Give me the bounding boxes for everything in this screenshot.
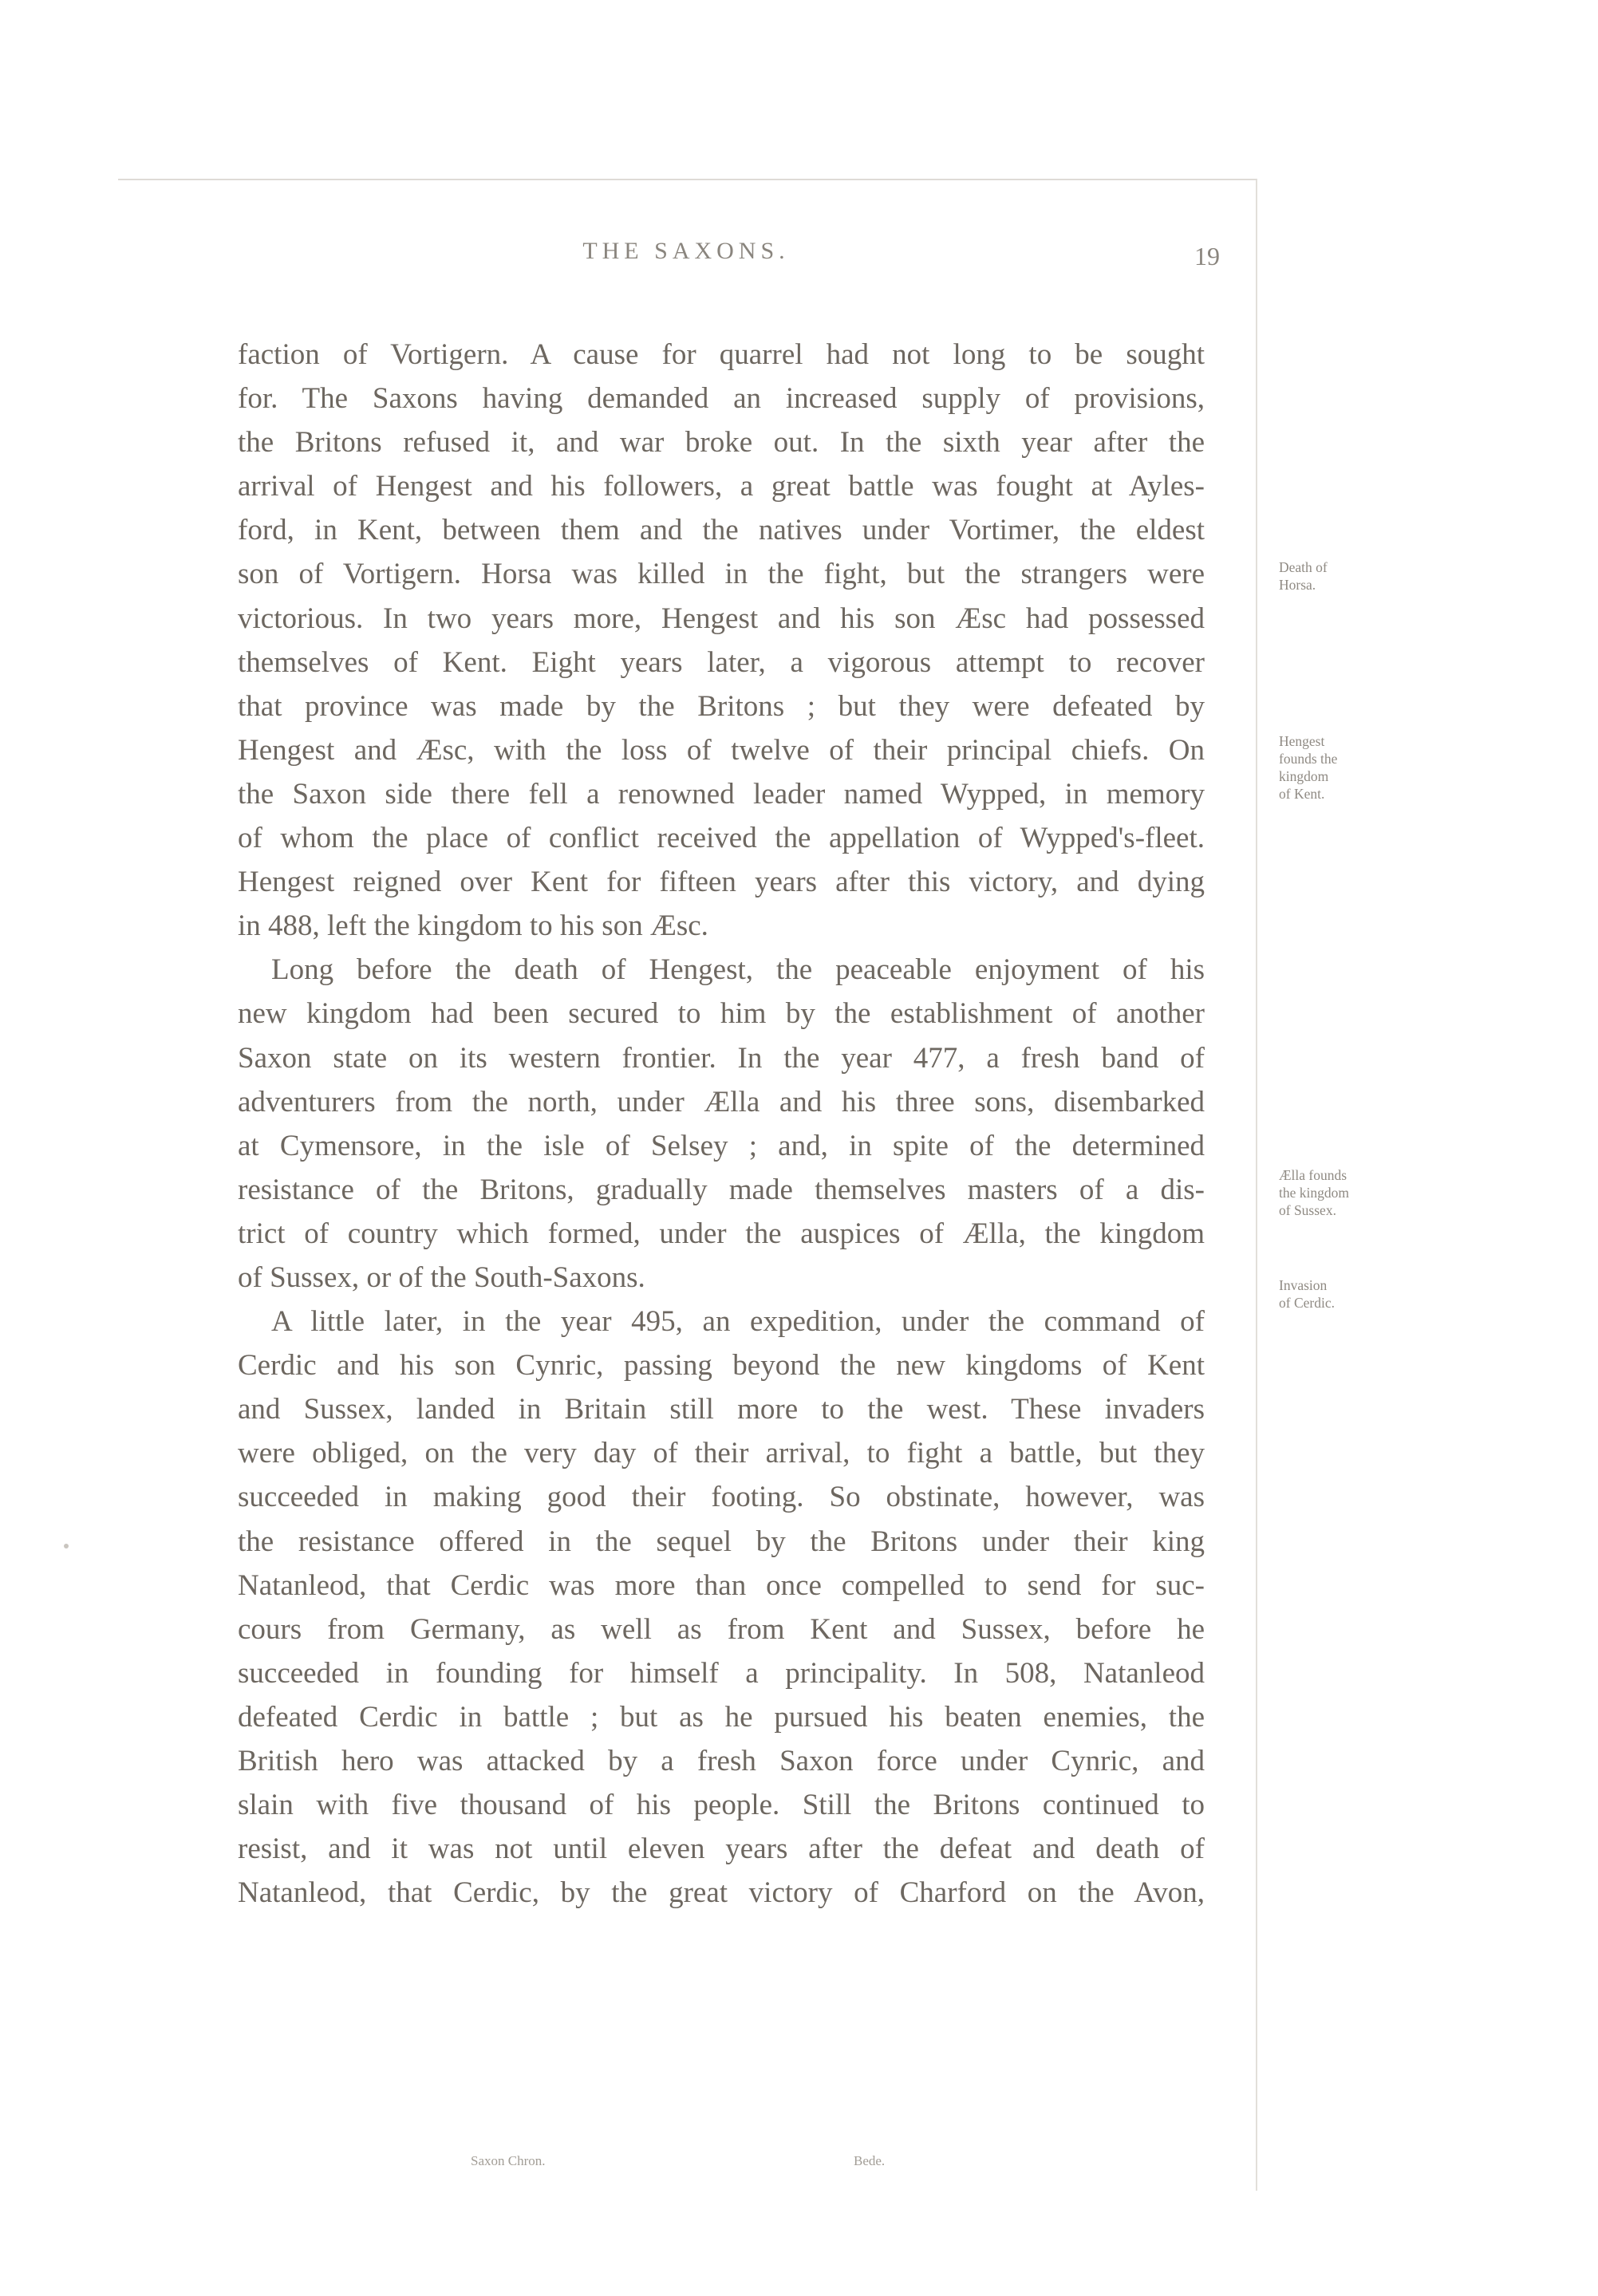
- text-line: succeeded in making good their footing. So obstinate, however, was: [238, 1481, 1205, 1514]
- text-line: succeeded in founding for himself a principality. In 508, Natanleod: [238, 1656, 1205, 1690]
- text-line: adventurers from the north, under Ælla and his three sons, disembarked: [238, 1085, 1205, 1118]
- text-line: and Sussex, landed in Britain still more to the west. These invaders: [238, 1393, 1205, 1426]
- text-line: Saxon state on its western frontier. In the year 477, a fresh band of: [238, 1041, 1205, 1075]
- text-line: A little later, in the year 495, an expedition, under the command of: [271, 1305, 1205, 1339]
- text-line: Hengest reigned over Kent for fifteen years after this victory, and dying: [238, 866, 1205, 899]
- sidenote-line: of Sussex.: [1279, 1202, 1336, 1218]
- text-line: of Sussex, or of the South-Saxons.: [238, 1260, 645, 1294]
- text-line: in 488, left the kingdom to his son Æsc.: [238, 909, 708, 943]
- footnote-saxon-chron: Saxon Chron.: [471, 2153, 546, 2168]
- sidenote-line: the kingdom: [1279, 1185, 1349, 1201]
- footnote-bede: Bede.: [854, 2153, 886, 2168]
- sidenote-line: founds the: [1279, 751, 1338, 767]
- text-line: Hengest and Æsc, with the loss of twelve of their principal chiefs. On: [238, 733, 1205, 767]
- text-line: slain with five thousand of his people. Still the Britons continued to: [238, 1789, 1205, 1822]
- text-line: defeated Cerdic in battle ; but as he pursued his beaten enemies, the: [238, 1700, 1205, 1734]
- running-head: THE SAXONS.: [582, 238, 790, 264]
- text-line: Natanleod, that Cerdic was more than once compelled to send for suc-: [238, 1568, 1205, 1602]
- sidenote-line: Horsa.: [1279, 577, 1316, 593]
- sidenote-line: of Cerdic.: [1279, 1295, 1335, 1311]
- text-line: arrival of Hengest and his followers, a great battle was fought at Ayles-: [238, 470, 1205, 503]
- sidenote-aella-founds-sussex: [1279, 1166, 1415, 1219]
- text-line: the Saxon side there fell a renowned leader named Wypped, in memory: [238, 777, 1205, 811]
- sidenote-invasion-of-cerdic: [1279, 1276, 1415, 1312]
- text-line: victorious. In two years more, Hengest and his son Æsc had possessed: [238, 602, 1205, 635]
- text-line: that province was made by the Britons ; but they were defeated by: [238, 689, 1205, 723]
- text-line: British hero was attacked by a fresh Saxon force under Cynric, and: [238, 1745, 1205, 1777]
- text-line: at Cymensore, in the isle of Selsey ; and, in spite of the determined: [238, 1129, 1205, 1162]
- text-line: ford, in Kent, between them and the natives under Vortimer, the eldest: [238, 514, 1205, 547]
- text-line: cours from Germany, as well as from Kent and Sussex, before he: [238, 1612, 1205, 1646]
- text-line: resist, and it was not until eleven years after the defeat and death of: [238, 1832, 1205, 1866]
- sidenote-line: of Kent.: [1279, 786, 1325, 802]
- sidenote-line: Death of: [1279, 559, 1328, 575]
- text-line: faction of Vortigern. A cause for quarrel had not long to be sought: [238, 338, 1205, 371]
- sidenote-hengest-founds-kent: [1279, 732, 1415, 803]
- sidenote-line: Invasion: [1279, 1277, 1328, 1293]
- sidenote-line: kingdom: [1279, 768, 1329, 784]
- text-line: the resistance offered in the sequel by the Britons under their king: [238, 1525, 1205, 1558]
- sidenote-line: Ælla founds: [1279, 1167, 1347, 1183]
- text-line: Cerdic and his son Cynric, passing beyond the new kingdoms of Kent: [238, 1349, 1205, 1383]
- text-line: themselves of Kent. Eight years later, a vigorous attempt to recover: [238, 645, 1205, 679]
- body-text: [238, 333, 1205, 1915]
- page-number: 19: [1194, 242, 1220, 270]
- text-line: Long before the death of Hengest, the peaceable enjoyment of his: [271, 953, 1205, 987]
- text-line: new kingdom had been secured to him by the establishment of another: [238, 997, 1205, 1031]
- paper-speck: [64, 1544, 69, 1548]
- text-line: trict of country which formed, under the auspices of Ælla, the kingdom: [238, 1217, 1205, 1250]
- text-line: of whom the place of conflict received the appellation of Wypped's-fleet.: [238, 822, 1205, 855]
- text-line: for. The Saxons having demanded an increased supply of provisions,: [238, 382, 1205, 416]
- text-line: resistance of the Britons, gradually made themselves masters of a dis-: [238, 1173, 1205, 1206]
- text-line: son of Vortigern. Horsa was killed in the fight, but the strangers were: [238, 558, 1205, 591]
- text-line: Natanleod, that Cerdic, by the great victory of Charford on the Avon,: [238, 1876, 1205, 1910]
- sidenote-death-of-horsa: [1279, 558, 1415, 594]
- sidenote-line: Hengest: [1279, 733, 1325, 749]
- text-line: were obliged, on the very day of their arrival, to fight a battle, but they: [238, 1437, 1205, 1470]
- text-line: the Britons refused it, and war broke out. In the sixth year after the: [238, 426, 1205, 460]
